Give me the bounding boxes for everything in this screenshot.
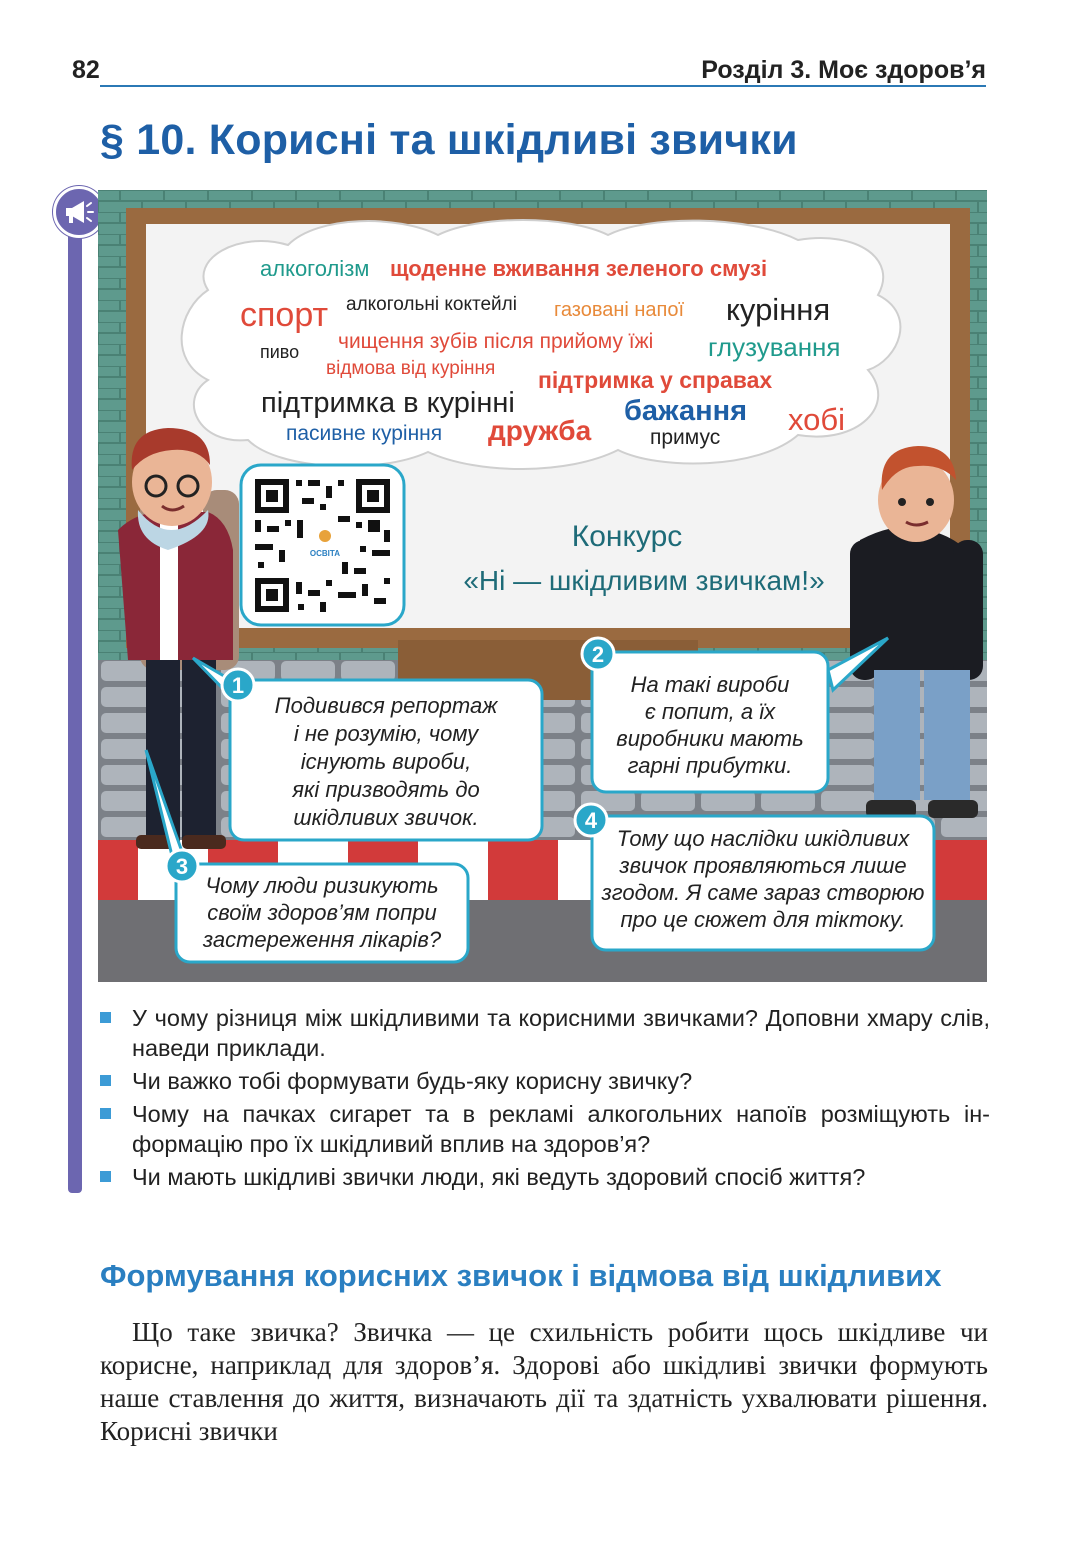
- bubble-1-line: Подивився репортаж: [274, 693, 498, 718]
- bullet-square-icon: [100, 1075, 111, 1086]
- questions-list: [100, 1003, 990, 1195]
- bubble-3-line: Чому люди ризикують: [205, 873, 439, 898]
- cloud-word: дружба: [488, 415, 592, 446]
- cloud-word: примус: [650, 426, 721, 449]
- bubble-2-line: виробники мають: [616, 726, 804, 751]
- cloud-word: пиво: [260, 342, 300, 362]
- bullet-square-icon: [100, 1108, 111, 1119]
- cloud-word: бажання: [624, 395, 748, 427]
- cloud-word: хобі: [788, 402, 846, 437]
- header-rule: [100, 85, 986, 87]
- question-text: Чи важко тобі формувати будь-яку корисну звичку?: [132, 1068, 693, 1094]
- cloud-word: підтримка в курінні: [261, 387, 515, 419]
- bubble-2-line: На такі вироби: [630, 672, 790, 697]
- page-title: § 10. Корисні та шкідливі звички: [100, 116, 798, 164]
- megaphone-icon: [56, 189, 102, 235]
- bubble-4-line: згодом. Я саме зараз створюю: [601, 880, 925, 905]
- bubble-2-line: гарні прибутки.: [627, 753, 793, 778]
- cloud-word: чищення зубів після прийому їжі: [338, 330, 654, 353]
- bubble-4-line: про це сюжет для тіктоку.: [620, 907, 906, 932]
- question-item: [100, 1099, 990, 1159]
- bubble-2-number: 2: [591, 642, 605, 667]
- cloud-word: куріння: [726, 292, 831, 327]
- bubble-2-line: є попит, а їх: [644, 699, 776, 724]
- qr-code: [241, 465, 404, 625]
- cloud-word: відмова від куріння: [326, 358, 496, 379]
- body-paragraph: Що таке звичка? Звичка — це схильність робити щось шкідливе чи корисне, наприклад для здоров’я. Здорові або шкідливі звички формують наше ставлення до життя, визначають дії та здатність ухвалювати рішення. Корисні звички: [100, 1317, 988, 1446]
- question-item: [100, 1066, 990, 1096]
- question-item: [100, 1003, 990, 1063]
- bubble-4-number: 4: [584, 808, 598, 833]
- question-text: У чому різниця між шкідливими та корисними звичками? Доповни хмару слів, наведи приклади.: [132, 1005, 990, 1061]
- body-text: [100, 1316, 988, 1448]
- cloud-word: підтримка у справах: [538, 367, 773, 393]
- question-item: [100, 1162, 990, 1192]
- cloud-word: алкоголізм: [260, 256, 370, 281]
- bullet-square-icon: [100, 1012, 111, 1023]
- cloud-word: алкогольні коктейлі: [346, 294, 517, 315]
- bubble-3-number: 3: [175, 854, 189, 879]
- bubble-3-line: застереження лікарів?: [202, 927, 442, 952]
- bullet-square-icon: [100, 1171, 111, 1182]
- bubble-1-line: і не розумію, чому: [293, 721, 479, 746]
- section-heading: Формування корисних звичок і відмова від шкідливих: [100, 1258, 942, 1293]
- bubble-4-line: Тому що наслідки шкідливих: [616, 826, 910, 851]
- sidebar-bar: [68, 218, 82, 1193]
- bubble-3-line: своїм здоров’ям попри: [207, 900, 437, 925]
- cloud-word: газовані напої: [554, 299, 685, 321]
- illustration: [98, 190, 987, 982]
- bubble-4-line: звичок проявляються лише: [619, 853, 907, 878]
- running-head: Розділ 3. Моє здоров’я: [701, 56, 986, 84]
- cloud-word: глузування: [708, 332, 841, 362]
- contest-subtitle: «Ні — шкідливим звичкам!»: [463, 565, 825, 596]
- cloud-word: спорт: [240, 296, 329, 334]
- cloud-word: щоденне вживання зеленого смузі: [390, 256, 768, 281]
- bubble-1-line: які призводять до: [292, 777, 480, 802]
- page-number: 82: [72, 56, 100, 84]
- bubble-1-number: 1: [231, 673, 245, 698]
- question-text: Чи мають шкідливі звички люди, які ведуть здоровий спосіб життя?: [132, 1164, 866, 1190]
- question-text: Чому на пачках сигарет та в рекламі алкогольних напоїв розміщують інформацію про їх шкідливий вплив на здоров’я?: [132, 1101, 990, 1157]
- contest-title: Конкурс: [571, 520, 683, 553]
- qr-logo-text: ОСВІТА: [309, 549, 341, 558]
- bubble-1-line: шкідливих звичок.: [293, 805, 479, 830]
- bubble-1-line: існують вироби,: [300, 749, 472, 774]
- cloud-word: пасивне куріння: [286, 422, 443, 445]
